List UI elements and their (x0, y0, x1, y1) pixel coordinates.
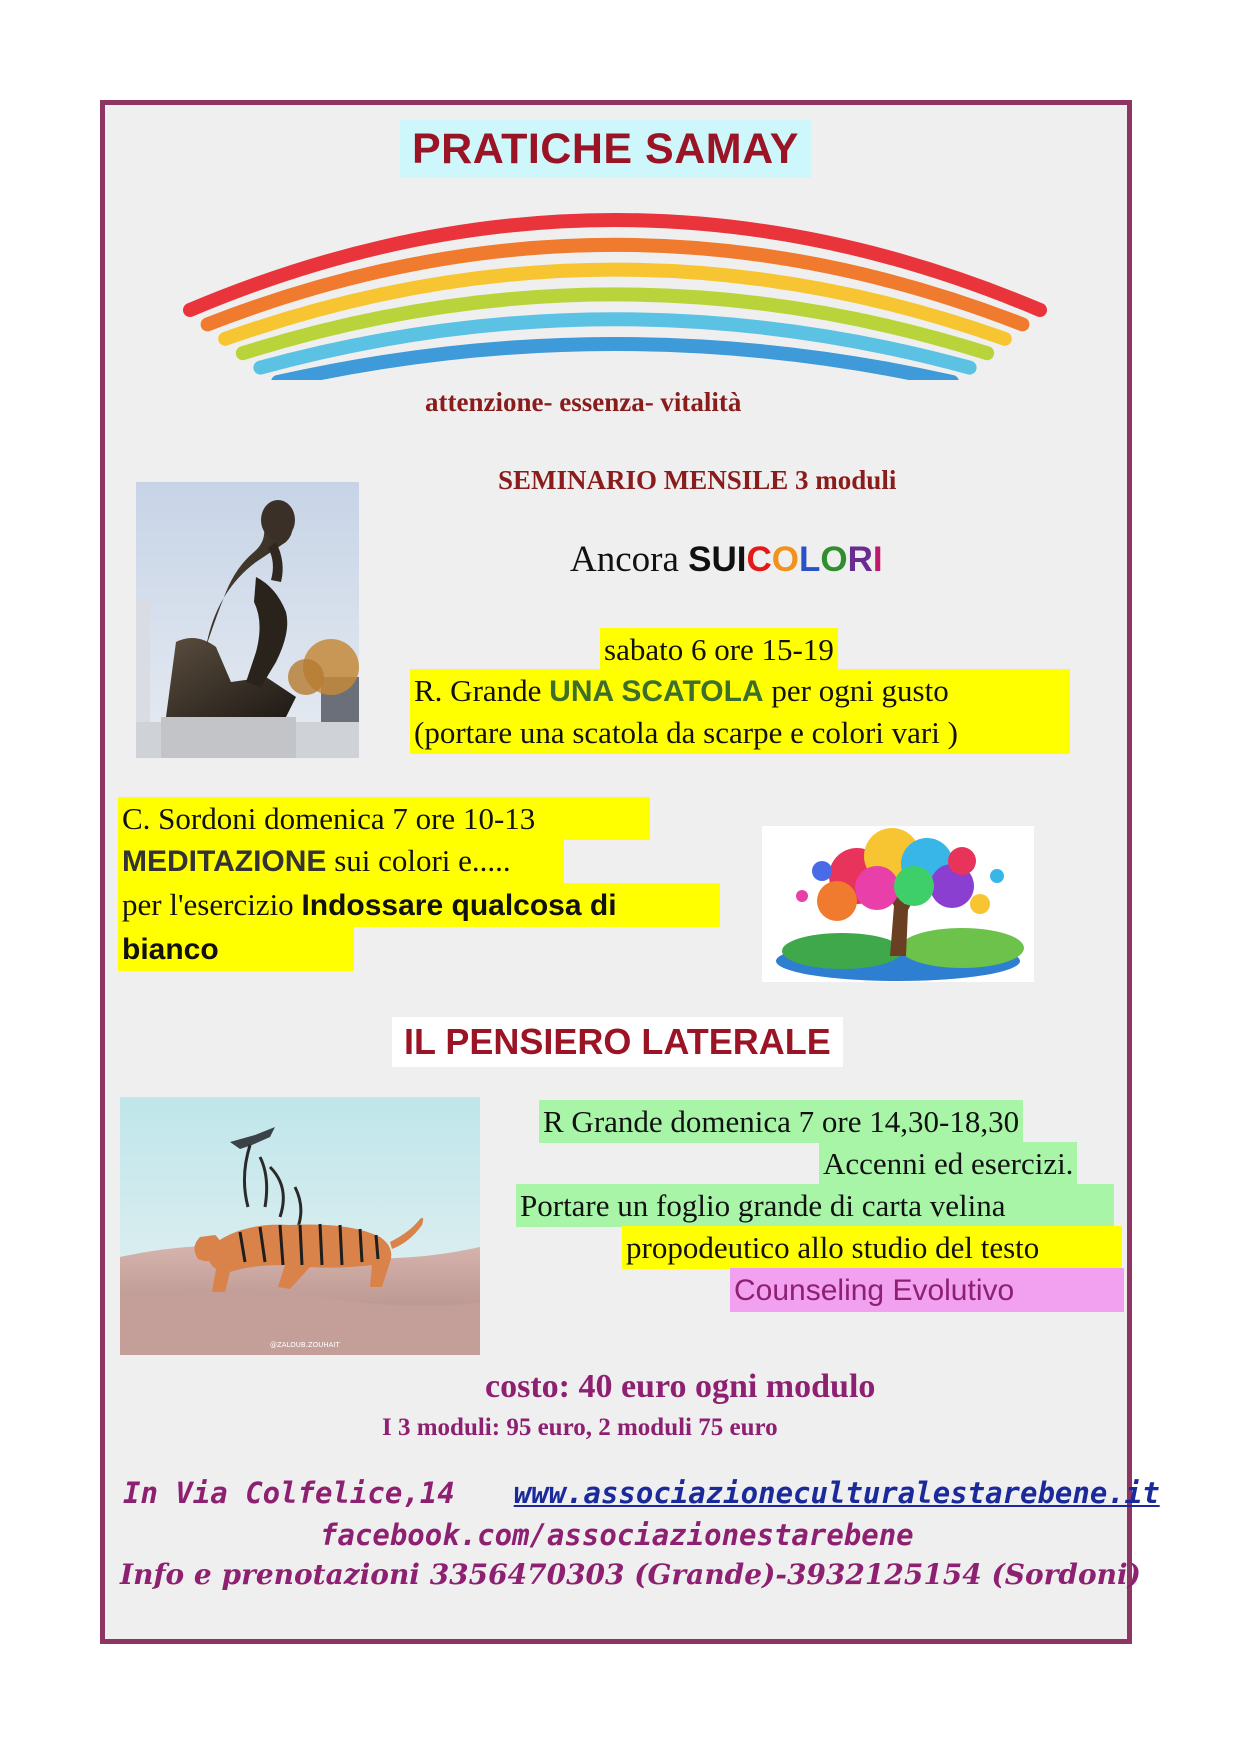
topic-colori (747, 540, 883, 579)
module2-date: C. Sordoni domenica 7 ore 10-13 (118, 797, 650, 840)
module1-teacher-line: R. Grande UNA SCATOLA per ogni gusto (410, 669, 1070, 713)
colori-letter: L (799, 540, 821, 579)
rainbow-band (278, 344, 952, 380)
seminar-heading: SEMINARIO MENSILE 3 moduli (498, 465, 897, 495)
image-watermark: @ZALOUB.ZOUHAIT (270, 1341, 340, 1349)
module1-title: UNA SCATOLA (549, 675, 764, 708)
thinker-statue-image (136, 482, 359, 758)
footer-address-line (123, 1476, 1160, 1510)
topic-prefix: Ancora (570, 539, 679, 580)
module3-book-title: Counseling Evolutivo (730, 1268, 1124, 1312)
module3-purpose: propodeutico allo studio del testo (622, 1226, 1122, 1269)
cost-line: costo: 40 euro ogni modulo (485, 1368, 876, 1405)
colori-letter: O (820, 540, 848, 579)
colorful-tree-image (762, 826, 1034, 982)
booking-info: Info e prenotazioni 3356470303 (Grande)-3932125154 (Sordoni) (120, 1558, 1141, 1591)
module3-material: Portare un foglio grande di carta velina (516, 1184, 1114, 1227)
module3-date: R Grande domenica 7 ore 14,30-18,30 (539, 1100, 1023, 1143)
module3-summary: Accenni ed esercizi. (819, 1142, 1077, 1185)
page-title: PRATICHE SAMAY (400, 120, 811, 178)
facebook-link[interactable]: facebook.com/associazionestarebene (320, 1518, 914, 1552)
colori-letter: R (847, 540, 873, 579)
module2-title-line: MEDITAZIONE sui colori e..... (118, 839, 564, 883)
module2-instruction: per l'esercizio Indossare qualcosa di (118, 883, 720, 927)
module1-note: (portare una scatola da scarpe e colori vari ) (410, 711, 1070, 754)
colori-letter: I (872, 540, 883, 579)
tagline: attenzione- essenza- vitalità (425, 387, 742, 417)
address: In Via Colfelice,14 (123, 1476, 455, 1510)
colori-letter: C (746, 540, 772, 579)
module2-title: MEDITAZIONE (122, 845, 327, 878)
module2-instruction-bold: Indossare qualcosa di (301, 889, 617, 922)
topic-sui: SUI (688, 540, 747, 579)
rainbow-image (180, 200, 1050, 380)
cost-bundle-line: I 3 moduli: 95 euro, 2 moduli 75 euro (382, 1414, 778, 1441)
tiger-image (120, 1097, 480, 1355)
module1-date: sabato 6 ore 15-19 (600, 628, 838, 671)
topic-heading (570, 538, 883, 581)
module2-instruction-cont: bianco (118, 927, 354, 971)
website-link[interactable]: www.associazioneculturalestarebene.it (513, 1476, 1160, 1510)
section2-title: IL PENSIERO LATERALE (392, 1017, 843, 1067)
colori-letter: O (771, 540, 800, 579)
